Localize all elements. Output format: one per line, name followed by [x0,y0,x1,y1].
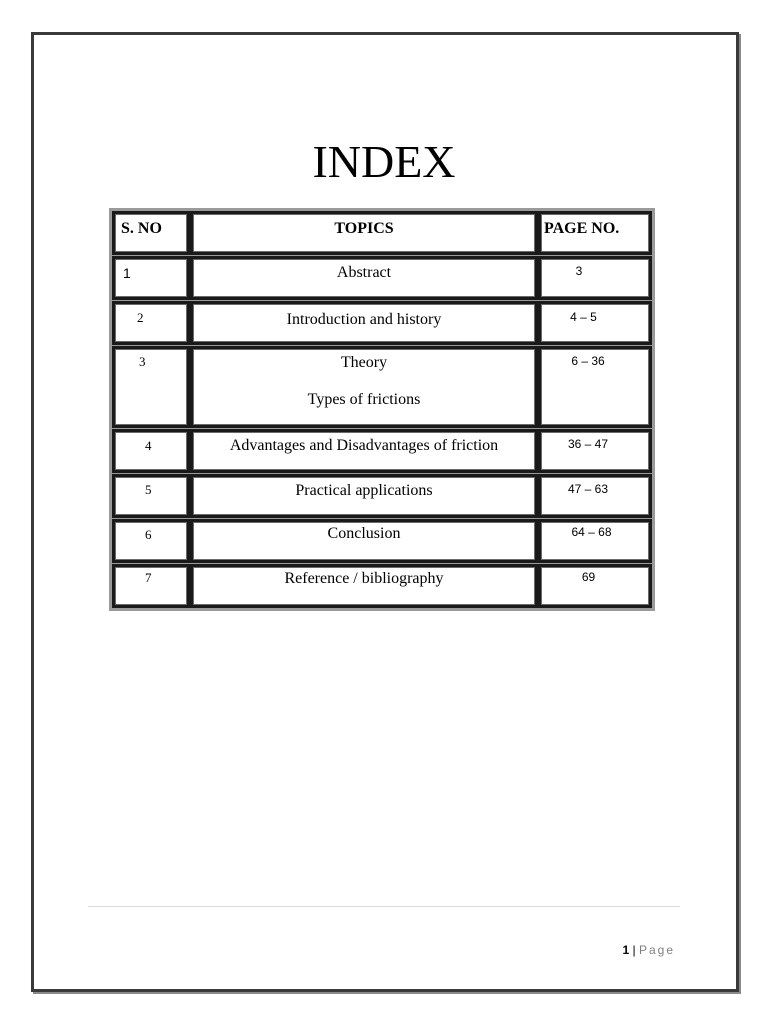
row-topic: Practical applications [295,482,433,499]
table-row-3-topic [190,346,538,428]
row-page-no: 64 – 68 [571,525,612,539]
row-topic: Theory [340,354,388,371]
table-row-5-sno [112,474,190,518]
row-sno: 4 [145,438,152,453]
row-page-no: 47 – 63 [567,482,609,496]
table-row-1-topic [190,256,538,300]
header-cell-page-no [538,211,652,255]
row-sno: 2 [137,310,144,325]
table-row-7-page [538,564,652,608]
page-number: 1 [622,943,630,957]
table-row-2-topic [190,301,538,345]
table-row-3-page [538,346,652,428]
page-title: INDEX [312,136,456,187]
footer-divider [88,906,680,907]
row-topic: Advantages and Disadvantages of friction [229,437,499,454]
row-topic-subitem: Types of frictions [307,391,421,408]
index-table [109,208,655,611]
page-footer [622,943,675,957]
row-sno: 5 [145,482,152,497]
table-row-1-sno [112,256,190,300]
header-cell-sno [112,211,190,255]
row-sno: 7 [145,570,152,585]
table-row-7-topic [190,564,538,608]
table-row-1-page [538,256,652,300]
row-page-no: 4 – 5 [570,310,597,324]
table-row-7-sno [112,564,190,608]
table-row-6-sno [112,519,190,563]
table-row-4-topic [190,429,538,473]
header-topics-label: TOPICS [334,220,394,237]
row-page-no: 69 [581,570,596,584]
row-topic: Conclusion [327,525,401,542]
table-row-6-topic [190,519,538,563]
row-page-no: 3 [575,264,583,278]
header-page-no-label: PAGE NO. [544,220,620,237]
page-label: Page [638,943,675,957]
table-row-3-sno [112,346,190,428]
row-sno: 6 [145,527,152,542]
table-row-5-topic [190,474,538,518]
row-sno: 3 [139,354,146,369]
table-row-2-page [538,301,652,345]
table-row-2-sno [112,301,190,345]
table-row-6-page [538,519,652,563]
table-row-5-page [538,474,652,518]
row-sno: 1 [123,265,131,281]
row-topic: Abstract [336,264,392,281]
header-cell-topics [190,211,538,255]
row-topic: Introduction and history [286,311,442,328]
row-page-no: 6 – 36 [571,354,605,368]
table-row-4-sno [112,429,190,473]
header-sno-label: S. NO [121,220,162,237]
row-page-no: 36 – 47 [567,437,609,451]
row-topic: Reference / bibliography [284,570,444,587]
table-row-4-page [538,429,652,473]
footer-separator: | [632,943,636,957]
